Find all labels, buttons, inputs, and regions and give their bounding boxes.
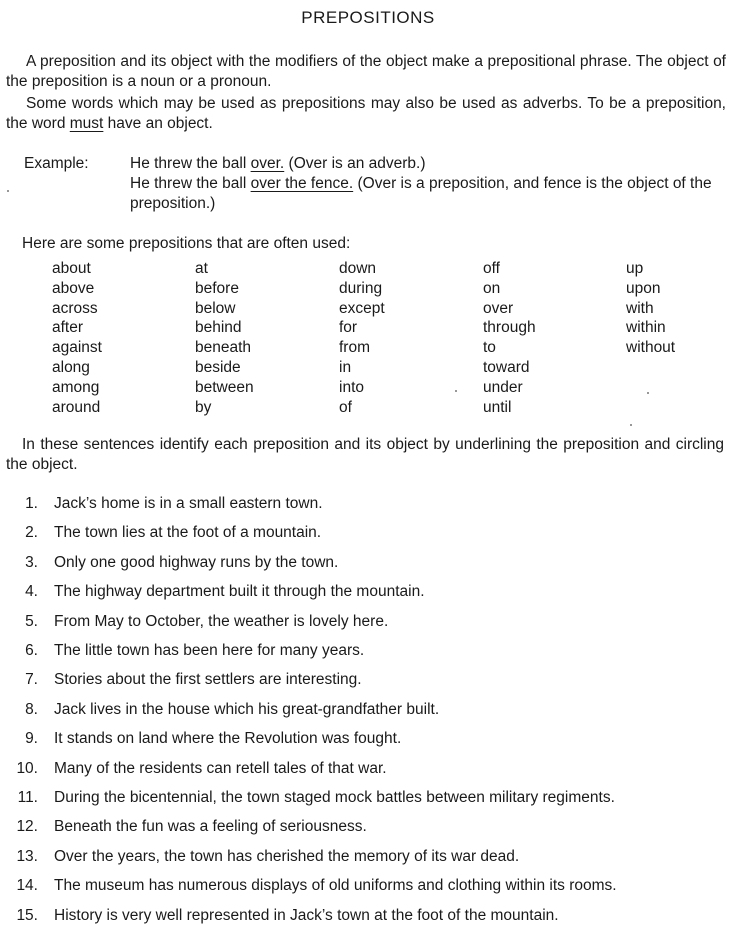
sentence-text: The highway department built it through the mountain. <box>54 583 425 601</box>
preposition-word: before <box>195 279 239 297</box>
page-title: PREPOSITIONS <box>301 8 435 27</box>
example-line-2-after: (Over is a preposition, and fence is the object of the preposition.) <box>130 175 712 212</box>
preposition-word: along <box>52 358 90 376</box>
preposition-column-4 <box>483 259 613 417</box>
sentence-text: Jack lives in the house which his great-grandfather built. <box>54 700 440 718</box>
sentence-text: Over the years, the town has cherished the memory of its war dead. <box>54 847 520 865</box>
preposition-column-5 <box>626 259 736 358</box>
example-line-1-before: He threw the ball <box>130 155 251 172</box>
preposition-word: by <box>195 398 212 416</box>
preposition-word: among <box>52 378 100 396</box>
scan-speck <box>630 424 632 426</box>
preposition-word: below <box>195 299 236 317</box>
preposition-column-1 <box>52 259 182 417</box>
preposition-word: down <box>339 260 377 277</box>
intro-p2-underlined-word: must <box>69 115 104 132</box>
sentence-number: 12. <box>16 818 38 836</box>
sentence-text: The museum has numerous displays of old uniforms and clothing within its rooms. <box>54 877 617 895</box>
preposition-word: under <box>483 378 523 396</box>
preposition-word: for <box>339 319 358 337</box>
preposition-word: toward <box>483 358 530 376</box>
preposition-word: within <box>626 319 666 337</box>
preposition-word: with <box>626 299 654 317</box>
sentence-text: The little town has been here for many years. <box>54 642 365 659</box>
sentence-number: 5. <box>25 612 38 630</box>
preposition-word: of <box>339 398 352 416</box>
preposition-word: beneath <box>195 339 252 357</box>
sentence-text: It stands on land where the Revolution was fought. <box>54 730 402 748</box>
preposition-word: through <box>483 319 536 337</box>
sentence-number: 4. <box>25 583 38 601</box>
preposition-word: above <box>52 279 95 297</box>
preposition-word: off <box>483 260 500 277</box>
sentence-text: Only one good highway runs by the town. <box>54 553 339 571</box>
scan-speck <box>647 392 649 394</box>
preposition-word: upon <box>626 279 661 297</box>
sentence-text: Stories about the first settlers are interesting. <box>54 671 362 689</box>
preposition-word: during <box>339 279 383 297</box>
intro-p2-text-after: have an object. <box>103 115 213 132</box>
preposition-word: at <box>195 260 208 277</box>
sentence-number: 13. <box>16 847 38 865</box>
example-label: Example: <box>24 155 89 172</box>
preposition-word: over <box>483 299 514 317</box>
example-line-2 <box>130 174 725 214</box>
preposition-word: behind <box>195 319 242 337</box>
preposition-word: about <box>52 260 91 277</box>
preposition-word: except <box>339 299 385 317</box>
preposition-word: without <box>626 339 676 357</box>
sentence-text: Beneath the fun was a feeling of seriousness. <box>54 818 367 836</box>
sentence-number: 11. <box>17 789 38 806</box>
sentence-number: 7. <box>25 671 38 689</box>
preposition-word: from <box>339 339 370 357</box>
preposition-word: to <box>483 339 496 357</box>
sentence-text: From May to October, the weather is lovely here. <box>54 612 389 630</box>
example-line-2-underlined: over the fence. <box>250 175 354 192</box>
example-line-1 <box>130 154 725 174</box>
intro-paragraph-2 <box>6 94 726 134</box>
sentence-text: Many of the residents can retell tales of that war. <box>54 759 387 777</box>
sentence-number: 3. <box>25 553 38 571</box>
example-line-1-underlined: over. <box>250 155 285 172</box>
sentence-number: 2. <box>25 524 38 542</box>
sentence-number: 8. <box>25 700 38 718</box>
scan-speck <box>455 390 457 392</box>
sentence-number: 15. <box>16 906 38 924</box>
preposition-word: on <box>483 279 501 297</box>
sentence-number: 14. <box>16 877 38 895</box>
preposition-list-intro: Here are some prepositions that are often used: <box>22 235 351 252</box>
sentence-text: Jack’s home is in a small eastern town. <box>54 495 323 512</box>
sentence-number: 6. <box>25 642 38 659</box>
preposition-word: up <box>626 260 644 277</box>
intro-paragraph-1: A preposition and its object with the modifiers of the object make a prepositional phrase. The object of the preposition is a noun or a pronoun. <box>6 53 726 90</box>
preposition-column-3 <box>339 259 469 417</box>
preposition-word-grid <box>0 259 736 419</box>
preposition-word: against <box>52 339 102 357</box>
preposition-word: across <box>52 299 98 317</box>
preposition-word: until <box>483 398 512 416</box>
sentence-text: The town lies at the foot of a mountain. <box>54 524 322 542</box>
sentence-number: 10. <box>16 759 38 777</box>
example-line-2-before: He threw the ball <box>130 175 251 192</box>
example-line-1-after: (Over is an adverb.) <box>284 155 426 172</box>
sentence-text: During the bicentennial, the town staged mock battles between military regiments. <box>54 789 615 806</box>
sentence-number: 1. <box>25 495 38 512</box>
preposition-word: between <box>195 378 254 396</box>
preposition-word: in <box>339 358 352 376</box>
preposition-word: around <box>52 398 101 416</box>
preposition-word: into <box>339 378 364 396</box>
preposition-word: after <box>52 319 84 337</box>
scan-speck <box>7 190 9 192</box>
exercise-instructions: In these sentences identify each preposition and its object by underlining the preposition and circling the object. <box>6 436 724 473</box>
intro-p2-text-before: Some words which may be used as prepositions may also be used as adverbs. To be a preposition, the word <box>6 95 726 132</box>
sentence-text: History is very well represented in Jack’s town at the foot of the mountain. <box>54 906 559 924</box>
sentence-number: 9. <box>25 730 38 748</box>
preposition-column-2 <box>195 259 325 417</box>
example-lines <box>130 154 725 214</box>
preposition-word: beside <box>195 358 241 376</box>
